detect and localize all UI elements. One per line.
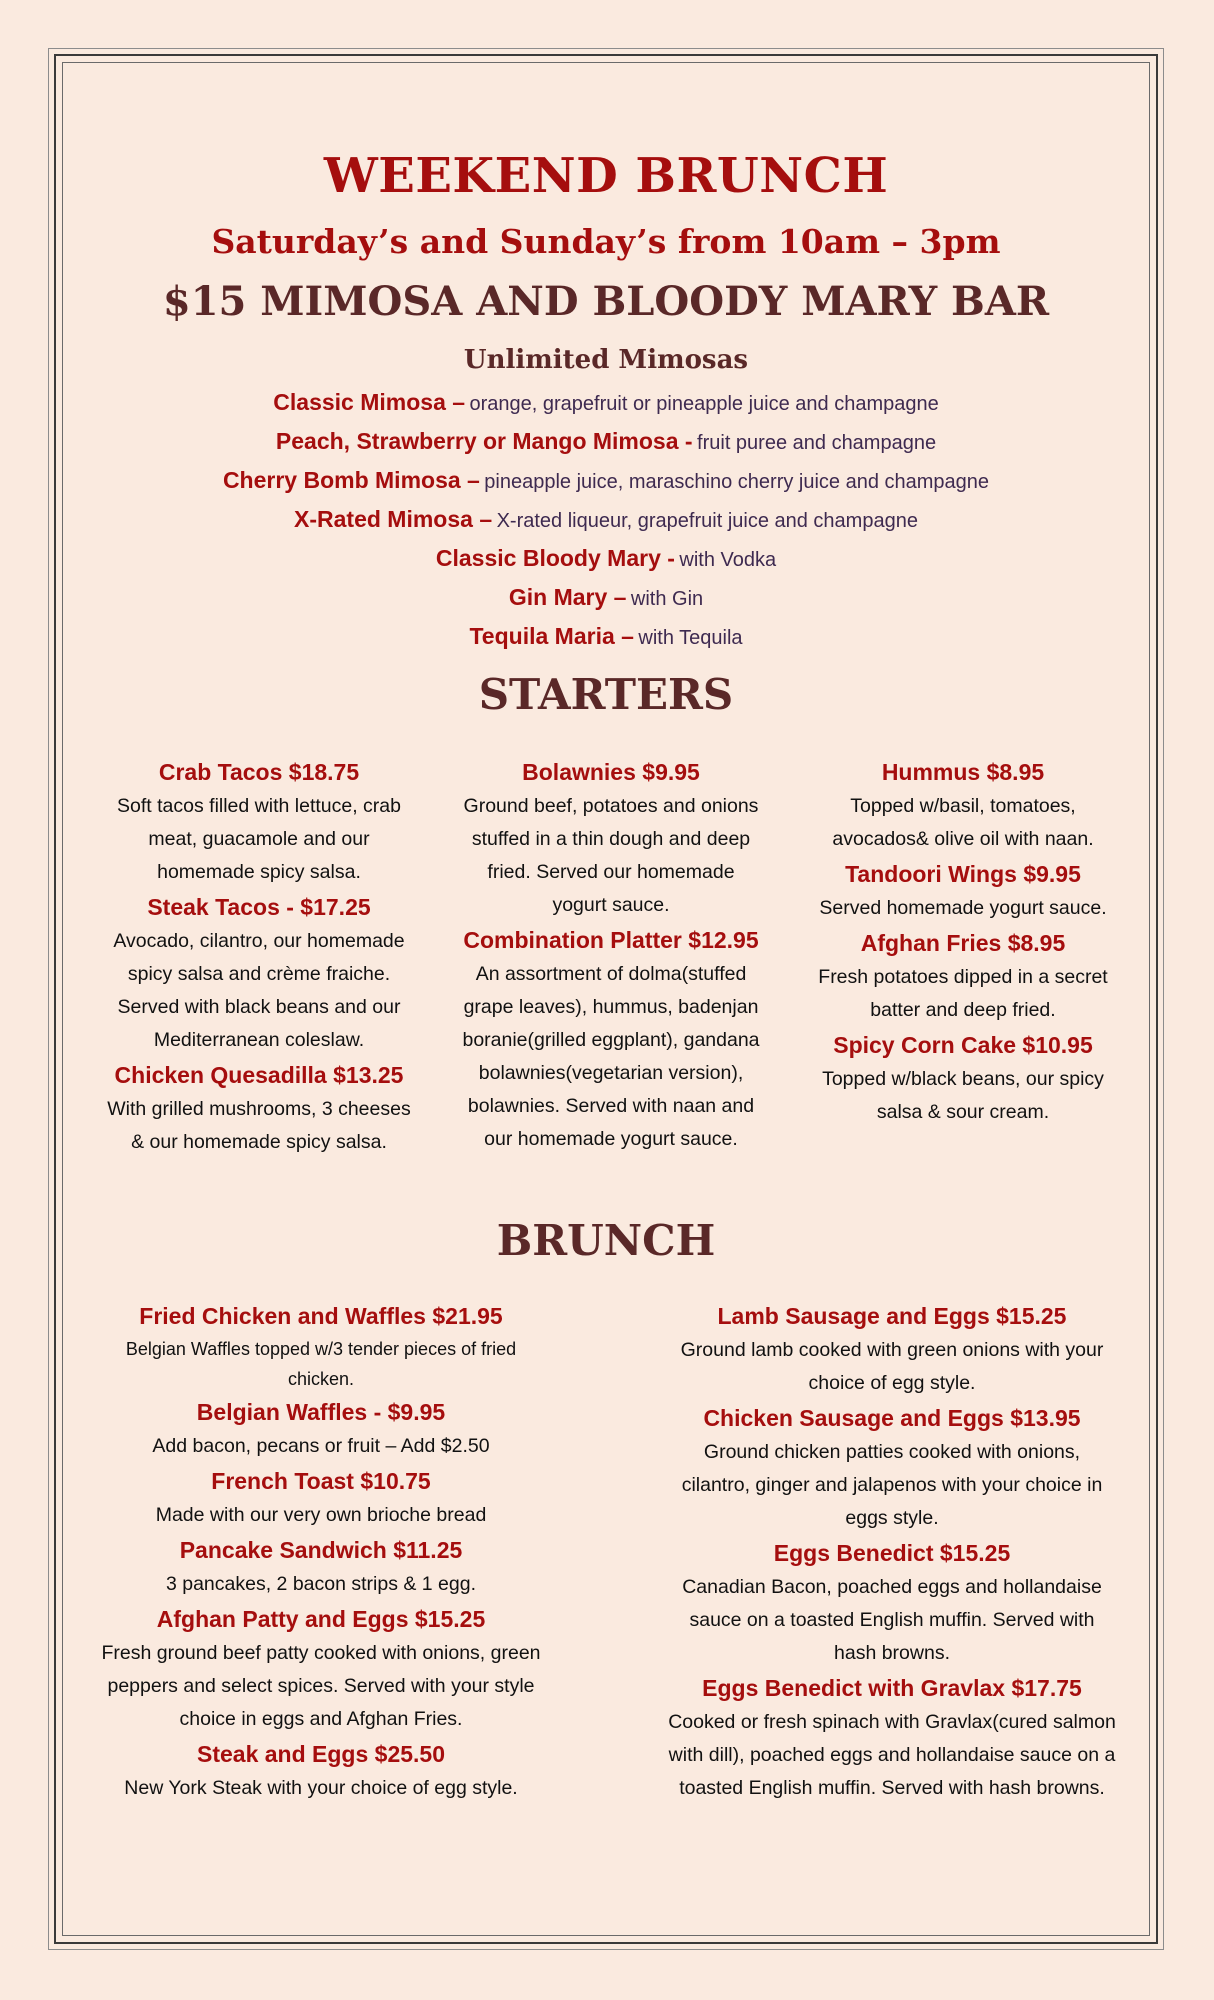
menu-item-description: An assortment of dolma(stuffed: [475, 963, 747, 985]
drink-name: Classic Bloody Mary -: [435, 545, 675, 571]
menu-item-description: chicken.: [287, 1369, 355, 1389]
menu-item-description: Canadian Bacon, poached eggs and hollandaise: [682, 1576, 1102, 1598]
menu-item: [84, 754, 434, 889]
menu-item-description: Belgian Waffles topped w/3 tender pieces of fried: [125, 1339, 517, 1359]
drink-name: Tequila Maria –: [469, 623, 634, 649]
menu-item-description: boranie(grilled eggplant), gandana: [462, 1029, 760, 1051]
menu-item-name: Combination Platter $12.95: [463, 927, 759, 953]
menu-item-description: Mediterranean coleslaw.: [153, 1029, 365, 1051]
drink-item: [62, 539, 1150, 578]
menu-item: [66, 1298, 576, 1394]
menu-item-description: Soft tacos filled with lettuce, crab: [117, 795, 401, 817]
drink-desc: with Gin: [630, 588, 704, 610]
menu-item-description: 3 pancakes, 2 bacon strips & 1 egg.: [165, 1573, 477, 1595]
drink-item: [62, 383, 1150, 422]
menu-item: [66, 1394, 576, 1463]
menu-item-description: Avocado, cilantro, our homemade: [113, 930, 405, 952]
menu-item-name: Eggs Benedict $15.25: [773, 1540, 1011, 1566]
menu-item-name: Steak Tacos - $17.25: [147, 894, 371, 920]
menu-item-description: homemade spicy salsa.: [157, 861, 361, 883]
menu-item: [636, 1298, 1148, 1400]
menu-item-description: grape leaves), hummus, badenjan: [463, 996, 759, 1018]
menu-item-name: Belgian Waffles - $9.95: [196, 1399, 446, 1425]
menu-item: [84, 1057, 434, 1159]
menu-item-description: Served homemade yogurt sauce.: [819, 897, 1107, 919]
menu-item-name: Fried Chicken and Waffles $21.95: [139, 1303, 503, 1329]
menu-title: WEEKEND BRUNCH: [323, 148, 889, 204]
menu-item-description: New York Steak with your choice of egg style.: [124, 1777, 518, 1799]
menu-item-description: sauce on a toasted English muffin. Served with: [689, 1609, 1095, 1631]
menu-item-name: Chicken Sausage and Eggs $13.95: [703, 1405, 1081, 1431]
menu-item-description: Cooked or fresh spinach with Gravlax(cured salmon: [668, 1711, 1116, 1733]
menu-item-description: Topped w/black beans, our spicy: [822, 1068, 1104, 1090]
menu-item-name: Bolawnies $9.95: [522, 759, 700, 785]
menu-item: [66, 1463, 576, 1532]
menu-item-description: Fresh ground beef patty cooked with onions, green: [101, 1642, 541, 1664]
menu-item: [636, 1670, 1148, 1805]
drink-desc: X-rated liqueur, grapefruit juice and champagne: [496, 510, 918, 532]
menu-item-description: With grilled mushrooms, 3 cheeses: [107, 1098, 411, 1120]
menu-item-description: stuffed in a thin dough and deep: [471, 828, 751, 850]
menu-item-name: Chicken Quesadilla $13.25: [114, 1062, 404, 1088]
menu-item-description: spicy salsa and crème fraiche.: [127, 963, 391, 985]
drink-item: [62, 578, 1150, 617]
mimosa-bar-title: $15 MIMOSA AND BLOODY MARY BAR: [162, 278, 1050, 325]
drink-desc: orange, grapefruit or pineapple juice and champagne: [469, 393, 939, 415]
drink-desc: fruit puree and champagne: [697, 432, 937, 454]
menu-item-description: & our homemade spicy salsa.: [131, 1131, 387, 1153]
menu-item-name: Crab Tacos $18.75: [158, 759, 360, 785]
menu-item: [788, 925, 1138, 1027]
drink-desc: with Tequila: [638, 627, 743, 649]
menu-item: [436, 922, 786, 1156]
menu-item-name: Tandoori Wings $9.95: [845, 861, 1081, 887]
drink-item: [62, 461, 1150, 500]
drink-list: [62, 383, 1150, 656]
mimosa-bar-subtitle: Unlimited Mimosas: [463, 345, 749, 375]
menu-item-description: our homemade yogurt sauce.: [484, 1128, 738, 1150]
menu-item-name: Pancake Sandwich $11.25: [179, 1537, 463, 1563]
drink-item: [62, 500, 1150, 539]
menu-item-name: French Toast $10.75: [211, 1468, 431, 1494]
menu-item-description: yogurt sauce.: [552, 894, 670, 916]
menu-item: [436, 754, 786, 922]
menu-item-description: choice of egg style.: [808, 1372, 976, 1394]
menu-hours: Saturday’s and Sunday’s from 10am – 3pm: [211, 222, 1001, 261]
menu-item-description: Ground chicken patties cooked with onions,: [703, 1441, 1081, 1463]
menu-item-name: Spicy Corn Cake $10.95: [833, 1032, 1093, 1058]
menu-item: [788, 856, 1138, 925]
menu-item-description: peppers and select spices. Served with your style: [107, 1675, 535, 1697]
menu-item-description: avocados& olive oil with naan.: [832, 828, 1094, 850]
brunch-column-left: [66, 1298, 576, 1805]
menu-item-description: choice in eggs and Afghan Fries.: [179, 1708, 463, 1730]
menu-item-description: bolawnies. Served with naan and: [467, 1095, 755, 1117]
menu-item-description: meat, guacamole and our: [148, 828, 370, 850]
starters-heading: STARTERS: [478, 670, 734, 719]
menu-item-description: with dill), poached eggs and hollandaise sauce on a: [668, 1744, 1116, 1766]
menu-item-description: Ground beef, potatoes and onions: [463, 795, 759, 817]
menu-item-description: Made with our very own brioche bread: [155, 1504, 487, 1526]
menu-item-description: Topped w/basil, tomatoes,: [850, 795, 1076, 817]
menu-item-name: Steak and Eggs $25.50: [196, 1741, 445, 1767]
drink-desc: pineapple juice, maraschino cherry juice and champagne: [484, 471, 990, 493]
menu-item-name: Hummus $8.95: [881, 759, 1045, 785]
menu-item: [636, 1400, 1148, 1535]
menu-item-name: Eggs Benedict with Gravlax $17.75: [702, 1675, 1082, 1701]
drink-item: [62, 617, 1150, 656]
menu-item-description: bolawnies(vegetarian version),: [478, 1062, 744, 1084]
menu-item-description: cilantro, ginger and jalapenos with your choice in: [681, 1474, 1103, 1496]
menu-item-description: toasted English muffin. Served with hash browns.: [679, 1777, 1105, 1799]
drink-name: Classic Mimosa –: [273, 389, 466, 415]
drink-item: [62, 422, 1150, 461]
starters-column-1: [84, 754, 434, 1159]
drink-name: Gin Mary –: [508, 584, 627, 610]
drink-name: X-Rated Mimosa –: [294, 506, 493, 532]
brunch-column-right: [636, 1298, 1148, 1805]
menu-item-description: Fresh potatoes dipped in a secret: [818, 966, 1108, 988]
starters-column-3: [788, 754, 1138, 1129]
menu-item: [66, 1532, 576, 1601]
menu-item: [788, 754, 1138, 856]
menu-item-name: Lamb Sausage and Eggs $15.25: [717, 1303, 1067, 1329]
menu-item-name: Afghan Fries $8.95: [860, 930, 1066, 956]
menu-item-description: salsa & sour cream.: [876, 1101, 1050, 1123]
brunch-heading: BRUNCH: [496, 1216, 716, 1265]
menu-item: [84, 889, 434, 1057]
menu-item-description: fried. Served our homemade: [487, 861, 735, 883]
menu-item: [66, 1601, 576, 1736]
menu-item: [66, 1736, 576, 1805]
menu-item-name: Afghan Patty and Eggs $15.25: [156, 1606, 486, 1632]
menu-item-description: Ground lamb cooked with green onions with your: [680, 1339, 1104, 1361]
starters-column-2: [436, 754, 786, 1156]
drink-desc: with Vodka: [679, 549, 777, 571]
drink-name: Cherry Bomb Mimosa –: [222, 467, 480, 493]
menu-item-description: eggs style.: [845, 1507, 939, 1529]
menu-item-description: Served with black beans and our: [117, 996, 401, 1018]
menu-item: [636, 1535, 1148, 1670]
drink-name: Peach, Strawberry or Mango Mimosa -: [275, 428, 693, 454]
menu-item-description: hash browns.: [834, 1642, 950, 1664]
menu-item-description: batter and deep fried.: [870, 999, 1056, 1021]
menu-item: [788, 1027, 1138, 1129]
menu-item-description: Add bacon, pecans or fruit – Add $2.50: [152, 1435, 490, 1457]
